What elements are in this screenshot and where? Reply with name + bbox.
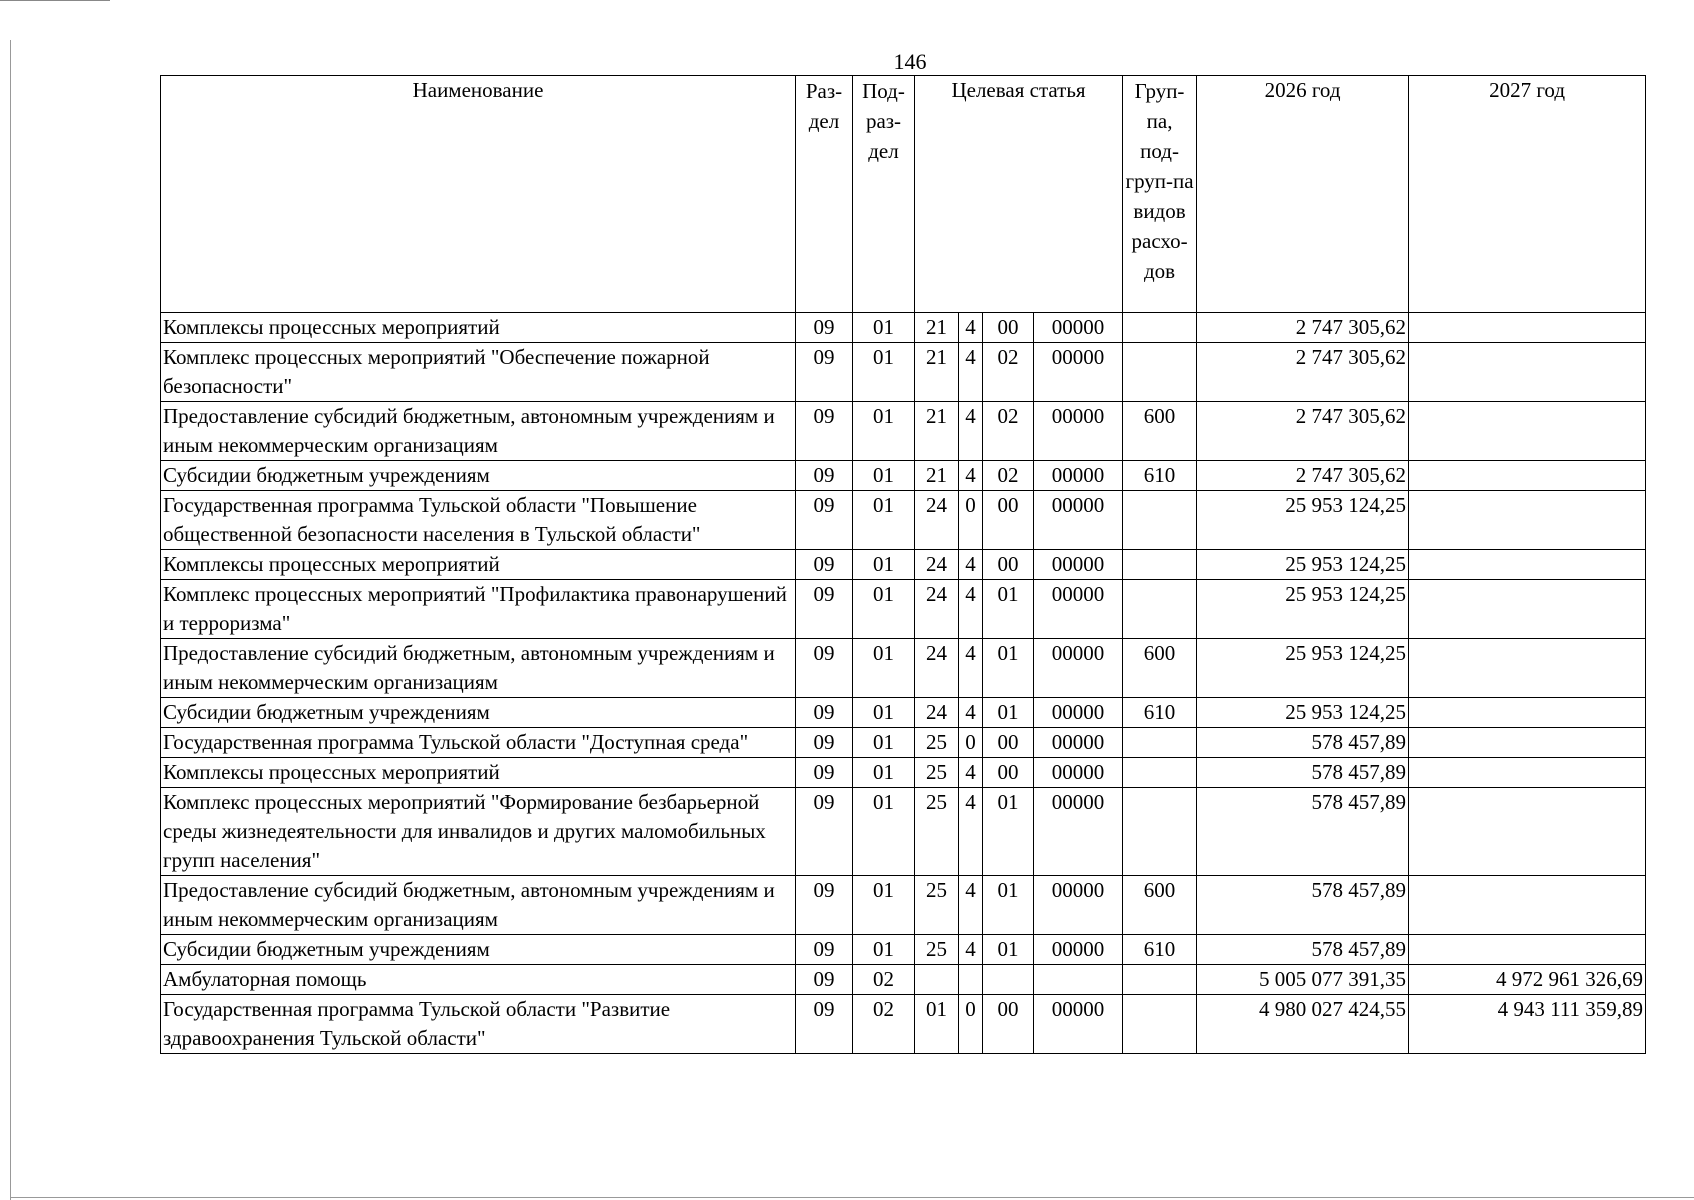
cell-podrazdel: 02 [853, 995, 915, 1054]
cell-tselevaya-direction: 02 [983, 461, 1034, 491]
cell-amount-2027 [1409, 491, 1646, 550]
cell-tselevaya-program: 24 [915, 550, 959, 580]
cell-podrazdel: 01 [853, 402, 915, 461]
cell-tselevaya-direction: 00 [983, 758, 1034, 788]
cell-name: Предоставление субсидий бюджетным, автономным учреждениям и иным некоммерческим организациям [161, 639, 796, 698]
cell-tselevaya-type: 4 [959, 639, 983, 698]
cell-tselevaya-type: 4 [959, 313, 983, 343]
cell-tselevaya-type: 0 [959, 491, 983, 550]
cell-name: Субсидии бюджетным учреждениям [161, 461, 796, 491]
cell-name: Комплекс процессных мероприятий "Формирование безбарьерной среды жизнедеятельности для инвалидов и других маломобильных групп населения" [161, 788, 796, 876]
cell-tselevaya-program: 25 [915, 876, 959, 935]
cell-podrazdel: 01 [853, 580, 915, 639]
cell-amount-2026: 578 457,89 [1197, 876, 1409, 935]
scan-edge-left [10, 40, 11, 1200]
cell-vid-rashodov [1123, 965, 1197, 995]
table-row [161, 728, 1646, 758]
cell-tselevaya-direction: 02 [983, 343, 1034, 402]
cell-amount-2027 [1409, 758, 1646, 788]
cell-vid-rashodov [1123, 550, 1197, 580]
cell-amount-2027: 4 972 961 326,69 [1409, 965, 1646, 995]
cell-name: Амбулаторная помощь [161, 965, 796, 995]
cell-tselevaya-type: 4 [959, 402, 983, 461]
cell-tselevaya-program: 21 [915, 343, 959, 402]
cell-podrazdel: 01 [853, 491, 915, 550]
cell-tselevaya-type: 0 [959, 995, 983, 1054]
header-tselevaya-statya: Целевая статья [915, 76, 1123, 313]
cell-podrazdel: 01 [853, 788, 915, 876]
cell-razdel: 09 [796, 728, 853, 758]
cell-tselevaya-direction: 01 [983, 935, 1034, 965]
cell-razdel: 09 [796, 965, 853, 995]
header-gruppa-vidov-rashodov: Груп-па, под-груп-па видов расхо-дов [1123, 76, 1197, 313]
cell-tselevaya-program: 24 [915, 639, 959, 698]
cell-razdel: 09 [796, 550, 853, 580]
cell-name: Комплексы процессных мероприятий [161, 550, 796, 580]
header-razdel: Раз-дел [796, 76, 853, 313]
table-row [161, 491, 1646, 550]
cell-amount-2027 [1409, 935, 1646, 965]
budget-table [160, 75, 1646, 1054]
cell-tselevaya-code: 00000 [1034, 580, 1123, 639]
cell-tselevaya-code: 00000 [1034, 313, 1123, 343]
cell-tselevaya-type: 4 [959, 698, 983, 728]
cell-tselevaya-program: 24 [915, 491, 959, 550]
cell-amount-2027 [1409, 550, 1646, 580]
table-body [161, 313, 1646, 1054]
cell-podrazdel: 01 [853, 343, 915, 402]
cell-name: Субсидии бюджетным учреждениям [161, 698, 796, 728]
cell-vid-rashodov: 610 [1123, 461, 1197, 491]
cell-tselevaya-program: 01 [915, 995, 959, 1054]
cell-vid-rashodov [1123, 758, 1197, 788]
cell-amount-2026: 4 980 027 424,55 [1197, 995, 1409, 1054]
cell-tselevaya-type: 4 [959, 550, 983, 580]
cell-podrazdel: 01 [853, 876, 915, 935]
cell-tselevaya-code: 00000 [1034, 550, 1123, 580]
cell-razdel: 09 [796, 461, 853, 491]
table-header [161, 76, 1646, 313]
cell-amount-2026: 578 457,89 [1197, 935, 1409, 965]
table-row [161, 550, 1646, 580]
cell-tselevaya-type: 4 [959, 580, 983, 639]
cell-razdel: 09 [796, 698, 853, 728]
cell-tselevaya-direction: 01 [983, 698, 1034, 728]
cell-tselevaya-program: 25 [915, 935, 959, 965]
cell-tselevaya-direction [983, 965, 1034, 995]
cell-tselevaya-code: 00000 [1034, 758, 1123, 788]
cell-tselevaya-type: 4 [959, 758, 983, 788]
cell-vid-rashodov: 600 [1123, 876, 1197, 935]
cell-tselevaya-direction: 01 [983, 876, 1034, 935]
cell-amount-2027 [1409, 313, 1646, 343]
cell-razdel: 09 [796, 580, 853, 639]
table-row [161, 935, 1646, 965]
table-row [161, 313, 1646, 343]
cell-tselevaya-program: 24 [915, 698, 959, 728]
cell-amount-2027 [1409, 698, 1646, 728]
cell-tselevaya-type: 4 [959, 935, 983, 965]
cell-name: Комплексы процессных мероприятий [161, 758, 796, 788]
cell-tselevaya-type: 0 [959, 728, 983, 758]
cell-tselevaya-direction: 00 [983, 313, 1034, 343]
cell-tselevaya-program: 21 [915, 402, 959, 461]
cell-amount-2026: 25 953 124,25 [1197, 698, 1409, 728]
table-row [161, 876, 1646, 935]
cell-tselevaya-code: 00000 [1034, 343, 1123, 402]
header-year-2027: 2027 год [1409, 76, 1646, 313]
cell-vid-rashodov [1123, 343, 1197, 402]
page-number: 146 [893, 49, 927, 74]
cell-tselevaya-direction: 00 [983, 491, 1034, 550]
cell-tselevaya-code: 00000 [1034, 639, 1123, 698]
scan-edge-top [0, 0, 110, 1]
cell-tselevaya-direction: 00 [983, 550, 1034, 580]
table-row [161, 461, 1646, 491]
cell-vid-rashodov [1123, 580, 1197, 639]
cell-podrazdel: 01 [853, 550, 915, 580]
cell-amount-2027 [1409, 580, 1646, 639]
header-row [161, 76, 1646, 313]
table-row [161, 580, 1646, 639]
cell-tselevaya-direction: 00 [983, 995, 1034, 1054]
cell-tselevaya-direction: 01 [983, 788, 1034, 876]
cell-name: Государственная программа Тульской области "Доступная среда" [161, 728, 796, 758]
table-row [161, 639, 1646, 698]
cell-amount-2026: 5 005 077 391,35 [1197, 965, 1409, 995]
cell-podrazdel: 01 [853, 698, 915, 728]
cell-tselevaya-type: 4 [959, 876, 983, 935]
cell-razdel: 09 [796, 402, 853, 461]
table-row [161, 758, 1646, 788]
table-row [161, 788, 1646, 876]
cell-vid-rashodov: 600 [1123, 639, 1197, 698]
cell-name: Предоставление субсидий бюджетным, автономным учреждениям и иным некоммерческим организациям [161, 402, 796, 461]
cell-razdel: 09 [796, 995, 853, 1054]
cell-tselevaya-program: 21 [915, 461, 959, 491]
cell-amount-2027 [1409, 343, 1646, 402]
cell-tselevaya-code: 00000 [1034, 995, 1123, 1054]
cell-podrazdel: 01 [853, 313, 915, 343]
cell-vid-rashodov [1123, 313, 1197, 343]
cell-amount-2026: 25 953 124,25 [1197, 550, 1409, 580]
cell-amount-2026: 578 457,89 [1197, 788, 1409, 876]
header-podrazdel: Под-раз-дел [853, 76, 915, 313]
cell-tselevaya-program: 21 [915, 313, 959, 343]
cell-razdel: 09 [796, 935, 853, 965]
cell-amount-2026: 578 457,89 [1197, 758, 1409, 788]
cell-vid-rashodov: 610 [1123, 935, 1197, 965]
cell-amount-2026: 25 953 124,25 [1197, 491, 1409, 550]
cell-vid-rashodov [1123, 491, 1197, 550]
cell-tselevaya-code [1034, 965, 1123, 995]
cell-razdel: 09 [796, 343, 853, 402]
cell-podrazdel: 01 [853, 935, 915, 965]
header-year-2026: 2026 год [1197, 76, 1409, 313]
scan-edge-bottom [10, 1197, 1694, 1198]
cell-vid-rashodov [1123, 728, 1197, 758]
cell-podrazdel: 01 [853, 639, 915, 698]
cell-tselevaya-direction: 02 [983, 402, 1034, 461]
cell-name: Государственная программа Тульской области "Повышение общественной безопасности населения в Тульской области" [161, 491, 796, 550]
cell-tselevaya-code: 00000 [1034, 788, 1123, 876]
header-name: Наименование [161, 76, 796, 313]
cell-razdel: 09 [796, 876, 853, 935]
cell-podrazdel: 01 [853, 758, 915, 788]
cell-podrazdel: 02 [853, 965, 915, 995]
cell-tselevaya-code: 00000 [1034, 876, 1123, 935]
cell-tselevaya-code: 00000 [1034, 728, 1123, 758]
cell-amount-2027 [1409, 639, 1646, 698]
cell-razdel: 09 [796, 639, 853, 698]
cell-amount-2026: 2 747 305,62 [1197, 402, 1409, 461]
cell-tselevaya-program: 24 [915, 580, 959, 639]
cell-amount-2027 [1409, 876, 1646, 935]
cell-tselevaya-program: 25 [915, 788, 959, 876]
cell-tselevaya-program: 25 [915, 758, 959, 788]
cell-name: Комплекс процессных мероприятий "Профилактика правонарушений и терроризма" [161, 580, 796, 639]
cell-razdel: 09 [796, 313, 853, 343]
table-row [161, 965, 1646, 995]
cell-vid-rashodov [1123, 995, 1197, 1054]
cell-amount-2026: 2 747 305,62 [1197, 343, 1409, 402]
cell-amount-2027: 4 943 111 359,89 [1409, 995, 1646, 1054]
cell-name: Субсидии бюджетным учреждениям [161, 935, 796, 965]
cell-tselevaya-direction: 00 [983, 728, 1034, 758]
cell-amount-2027 [1409, 728, 1646, 758]
cell-amount-2026: 578 457,89 [1197, 728, 1409, 758]
cell-podrazdel: 01 [853, 461, 915, 491]
cell-amount-2026: 2 747 305,62 [1197, 461, 1409, 491]
cell-amount-2026: 25 953 124,25 [1197, 639, 1409, 698]
table-row [161, 698, 1646, 728]
cell-razdel: 09 [796, 491, 853, 550]
cell-razdel: 09 [796, 758, 853, 788]
cell-name: Комплексы процессных мероприятий [161, 313, 796, 343]
cell-vid-rashodov: 610 [1123, 698, 1197, 728]
table-row [161, 402, 1646, 461]
cell-tselevaya-code: 00000 [1034, 491, 1123, 550]
cell-razdel: 09 [796, 788, 853, 876]
cell-vid-rashodov: 600 [1123, 402, 1197, 461]
cell-tselevaya-code: 00000 [1034, 461, 1123, 491]
cell-name: Предоставление субсидий бюджетным, автономным учреждениям и иным некоммерческим организациям [161, 876, 796, 935]
cell-tselevaya-direction: 01 [983, 639, 1034, 698]
cell-amount-2026: 2 747 305,62 [1197, 313, 1409, 343]
cell-vid-rashodov [1123, 788, 1197, 876]
cell-amount-2027 [1409, 402, 1646, 461]
cell-tselevaya-program [915, 965, 959, 995]
cell-tselevaya-code: 00000 [1034, 402, 1123, 461]
table-row [161, 343, 1646, 402]
table-row [161, 995, 1646, 1054]
cell-tselevaya-type: 4 [959, 461, 983, 491]
cell-tselevaya-type: 4 [959, 343, 983, 402]
cell-tselevaya-direction: 01 [983, 580, 1034, 639]
cell-tselevaya-code: 00000 [1034, 935, 1123, 965]
cell-tselevaya-code: 00000 [1034, 698, 1123, 728]
cell-tselevaya-type: 4 [959, 788, 983, 876]
cell-amount-2026: 25 953 124,25 [1197, 580, 1409, 639]
cell-tselevaya-type [959, 965, 983, 995]
cell-amount-2027 [1409, 788, 1646, 876]
cell-name: Государственная программа Тульской области "Развитие здравоохранения Тульской области" [161, 995, 796, 1054]
cell-podrazdel: 01 [853, 728, 915, 758]
cell-amount-2027 [1409, 461, 1646, 491]
cell-name: Комплекс процессных мероприятий "Обеспечение пожарной безопасности" [161, 343, 796, 402]
cell-tselevaya-program: 25 [915, 728, 959, 758]
